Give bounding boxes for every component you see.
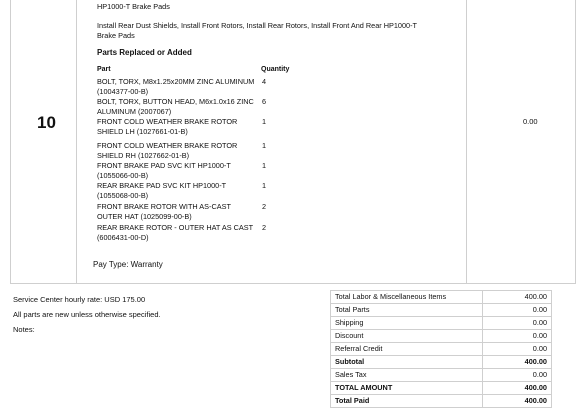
totals-label: Referral Credit <box>331 343 483 356</box>
totals-value: 0.00 <box>483 343 552 356</box>
part-quantity: 6 <box>262 97 267 106</box>
description-text: Install Rear Dust Shields, Install Front Rotors, Install Rear Rotors, Install Front And Rear HP1000-T Brake Pads <box>97 21 417 40</box>
part-quantity: 1 <box>262 161 267 170</box>
part-name: BOLT, TORX, M8x1.25x20MM ZINC ALUMINUM (1004377-00-B) <box>97 77 255 96</box>
part-quantity: 1 <box>262 117 267 126</box>
totals-table <box>330 290 552 408</box>
parts-note-text: All parts are new unless otherwise specified. <box>13 310 161 319</box>
part-name: REAR BRAKE PAD SVC KIT HP1000-T (1055068-00-B) <box>97 181 226 200</box>
hourly-rate-text: Service Center hourly rate: USD 175.00 <box>13 295 146 304</box>
totals-label: Total Parts <box>331 304 483 317</box>
part-quantity: 1 <box>262 181 267 190</box>
totals-row <box>331 356 552 369</box>
totals-value: 400.00 <box>483 291 552 304</box>
totals-value: 0.00 <box>483 304 552 317</box>
part-name: FRONT COLD WEATHER BRAKE ROTOR SHIELD LH (1027661-01-B) <box>97 117 238 136</box>
totals-label: Total Labor & Miscellaneous Items <box>331 291 483 304</box>
totals-label: Shipping <box>331 317 483 330</box>
part-quantity: 2 <box>262 223 267 232</box>
totals-value: 400.00 <box>483 356 552 369</box>
part-quantity: 1 <box>262 141 267 150</box>
notes-label: Notes: <box>13 325 35 334</box>
totals-row <box>331 382 552 395</box>
totals-value: 400.00 <box>483 382 552 395</box>
totals-label: Total Paid <box>331 395 483 408</box>
totals-row <box>331 291 552 304</box>
column-divider <box>76 0 77 283</box>
part-name: FRONT BRAKE ROTOR WITH AS-CAST OUTER HAT (1025099-00-B) <box>97 202 231 221</box>
parts-section-title: Parts Replaced or Added <box>97 48 192 57</box>
totals-value: 0.00 <box>483 369 552 382</box>
totals-row <box>331 317 552 330</box>
totals-row <box>331 330 552 343</box>
totals-row <box>331 369 552 382</box>
part-name: FRONT COLD WEATHER BRAKE ROTOR SHIELD RH (1027662-01-B) <box>97 141 238 160</box>
totals-label: Subtotal <box>331 356 483 369</box>
totals-label: TOTAL AMOUNT <box>331 382 483 395</box>
totals-row <box>331 395 552 408</box>
parts-col-part: Part <box>97 66 111 73</box>
part-quantity: 4 <box>262 77 267 86</box>
totals-value: 0.00 <box>483 330 552 343</box>
part-name: BOLT, TORX, BUTTON HEAD, M6x1.0x16 ZINC ALUMINUM (2007067) <box>97 97 254 116</box>
totals-value: 400.00 <box>483 395 552 408</box>
totals-row <box>331 343 552 356</box>
totals-label: Discount <box>331 330 483 343</box>
line-amount: 0.00 <box>523 117 538 126</box>
column-divider <box>466 0 467 283</box>
pay-type: Pay Type: Warranty <box>93 260 163 269</box>
line-item-table <box>10 0 576 284</box>
totals-value: 0.00 <box>483 317 552 330</box>
totals-label: Sales Tax <box>331 369 483 382</box>
line-number: 10 <box>37 113 56 132</box>
part-name: REAR BRAKE ROTOR - OUTER HAT AS CAST (6006431-00-D) <box>97 223 253 242</box>
part-quantity: 2 <box>262 202 267 211</box>
corrections-text: HP1000-T Brake Pads <box>97 1 170 11</box>
part-name: FRONT BRAKE PAD SVC KIT HP1000-T (1055066-00-B) <box>97 161 231 180</box>
totals-row <box>331 304 552 317</box>
parts-header-row <box>97 65 290 75</box>
footer-notes <box>13 292 161 337</box>
parts-col-quantity: Quantity <box>261 66 290 73</box>
